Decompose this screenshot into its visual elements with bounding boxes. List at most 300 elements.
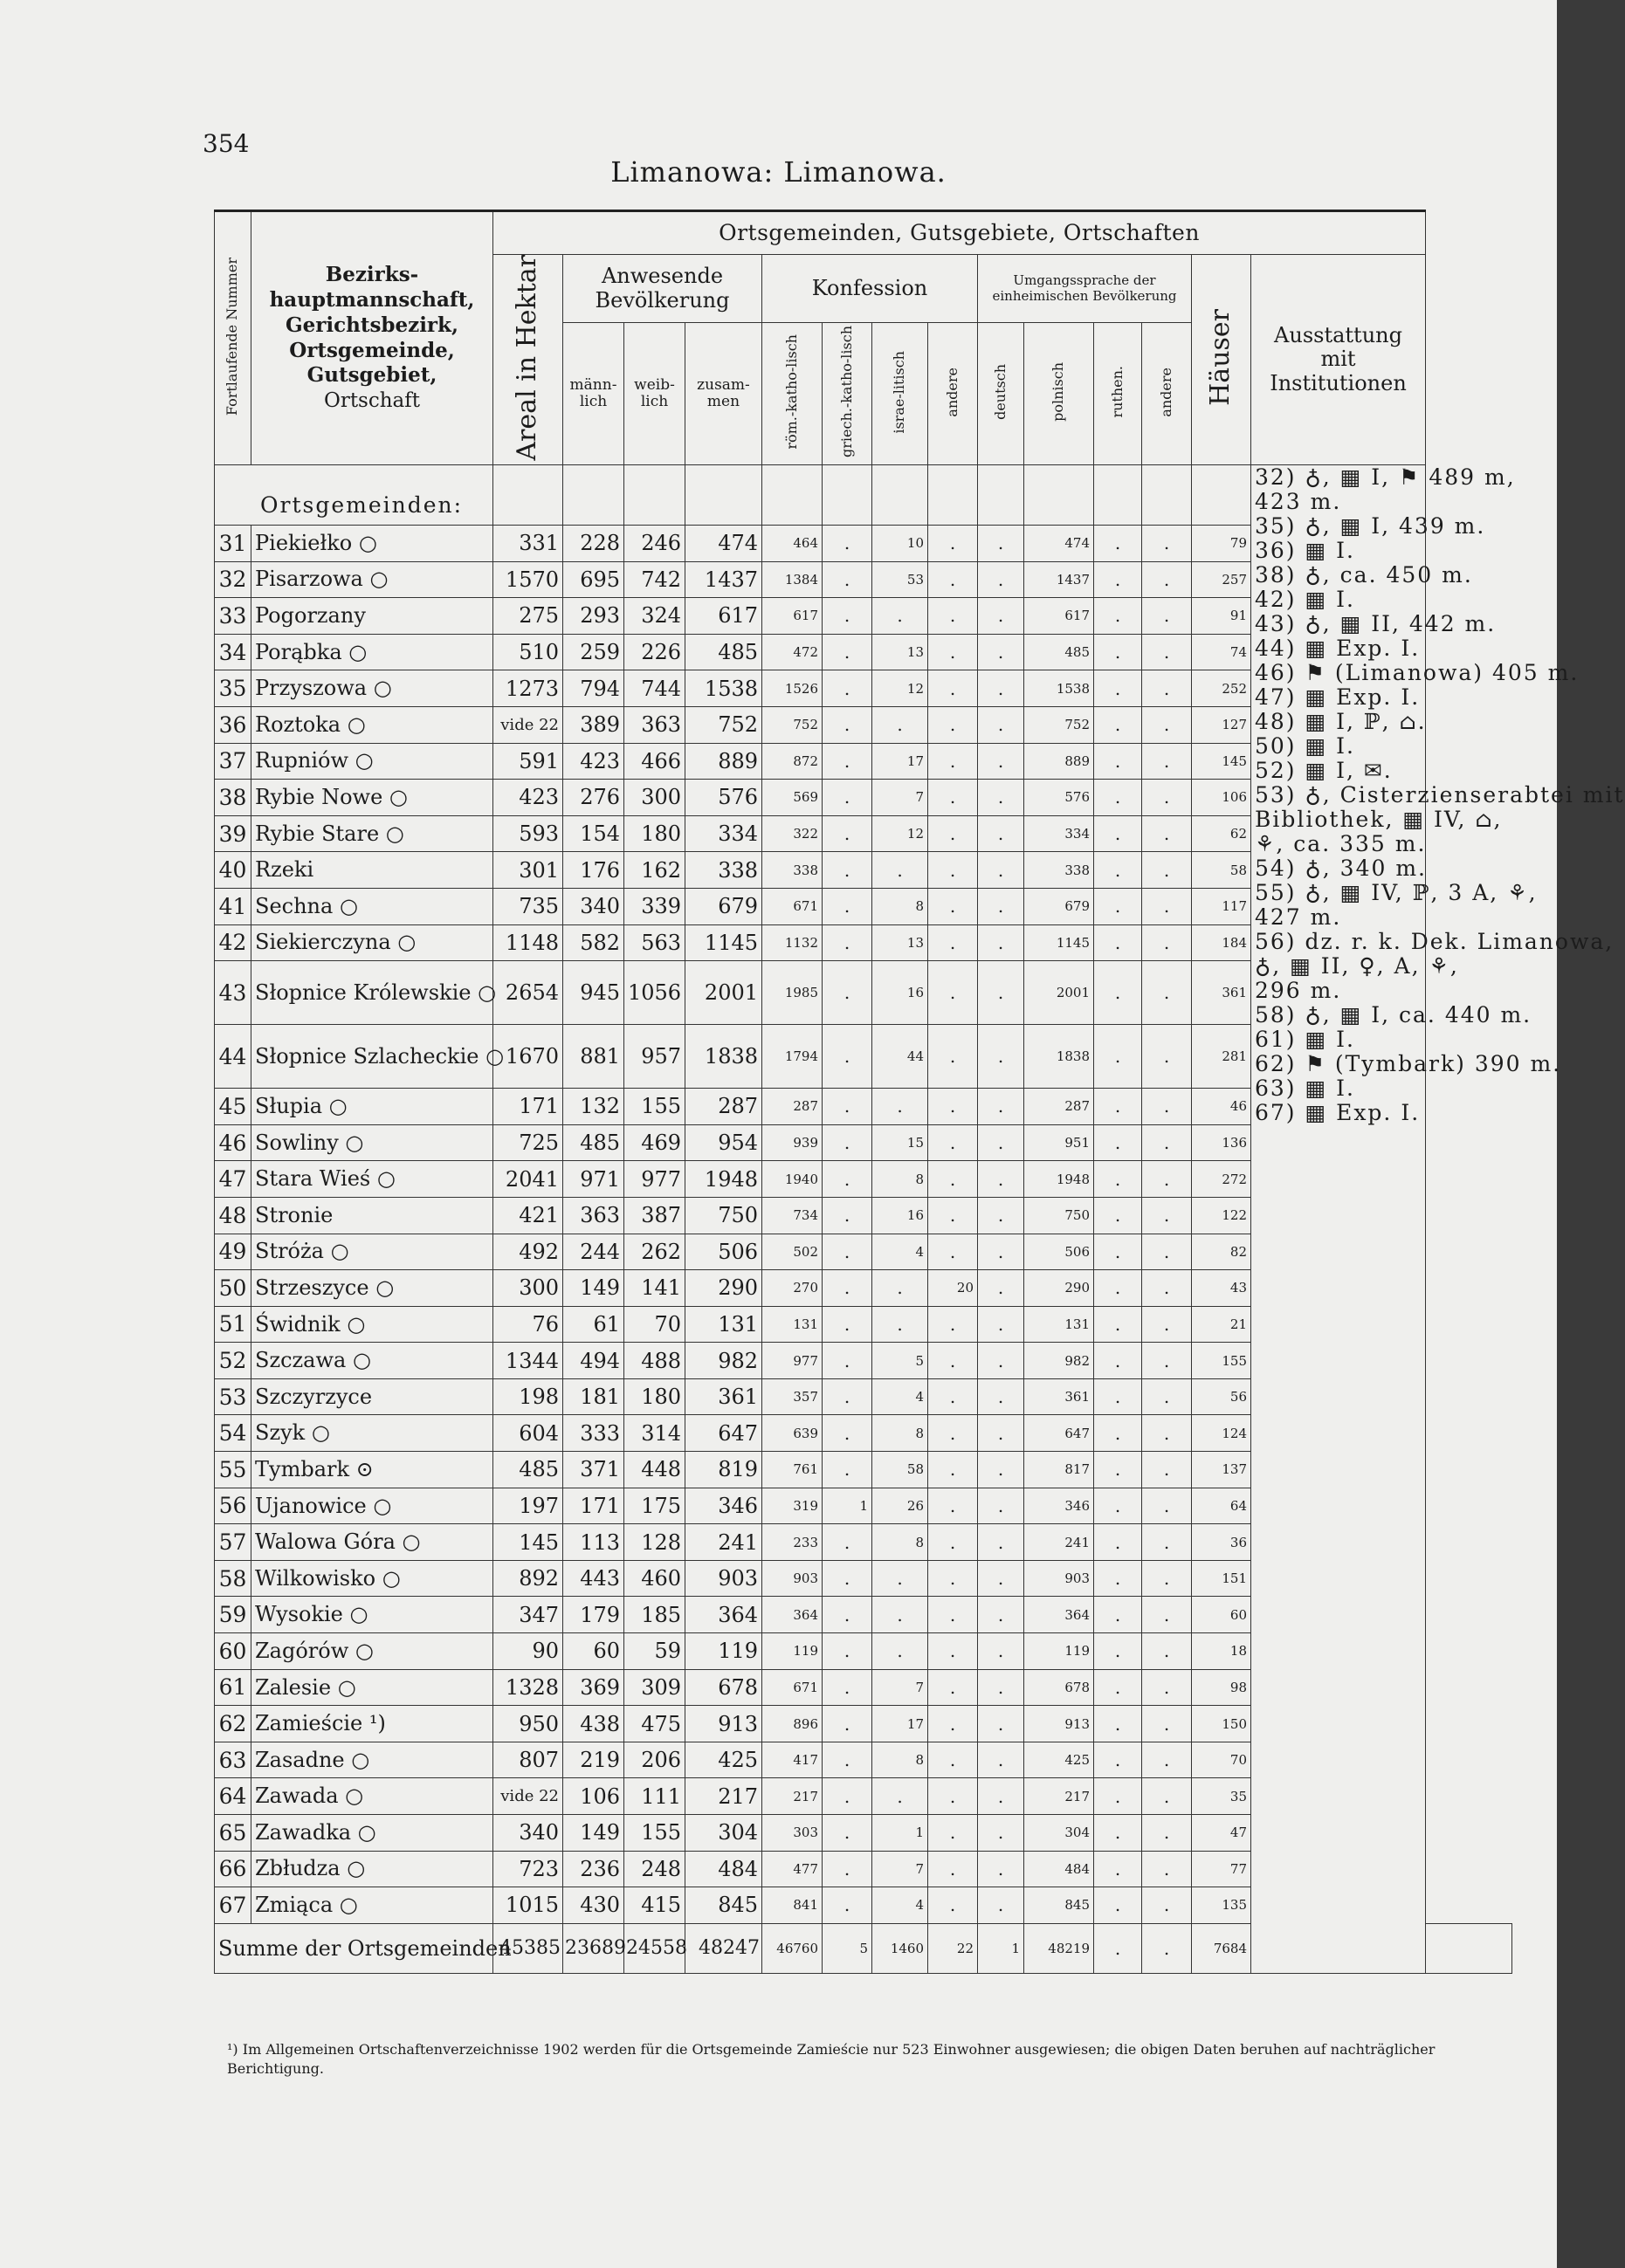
cell-rom: 734 — [762, 1197, 823, 1234]
cell-w: 415 — [624, 1887, 685, 1924]
cell-m: 276 — [563, 780, 624, 816]
cell-m: 794 — [563, 670, 624, 707]
cell-w: 111 — [624, 1778, 685, 1815]
cell-gr: 1 — [823, 1488, 872, 1524]
cell-gr: . — [823, 1415, 872, 1452]
cell-and: . — [928, 1851, 978, 1887]
cell-areal: 2041 — [493, 1161, 563, 1198]
cell-areal: 604 — [493, 1415, 563, 1452]
cell-isr: . — [872, 1633, 928, 1670]
cell-an: . — [1142, 1306, 1192, 1343]
cell-de: . — [978, 1633, 1024, 1670]
cell-an: . — [1142, 1815, 1192, 1852]
cell-and: . — [928, 1378, 978, 1415]
cell-z: 576 — [685, 780, 762, 816]
cell-pl: 338 — [1024, 852, 1094, 889]
cell-and: . — [928, 1452, 978, 1488]
institution-entry: 42) ▦ I. — [1255, 587, 1355, 612]
cell-an: . — [1142, 1161, 1192, 1198]
cell-ru: . — [1094, 1452, 1142, 1488]
cell-z: 474 — [685, 526, 762, 562]
cell-areal: 1344 — [493, 1343, 563, 1379]
row-number: 34 — [215, 634, 251, 670]
place-name: Rupniów ○ — [251, 743, 493, 780]
header-andere-sprache: andere — [1142, 323, 1192, 465]
cell-and: . — [928, 1742, 978, 1778]
cell-ru: . — [1094, 852, 1142, 889]
header-haeuser: Häuser — [1192, 255, 1251, 465]
cell-h: 257 — [1192, 561, 1251, 598]
cell-areal: 421 — [493, 1197, 563, 1234]
cell-and: . — [928, 743, 978, 780]
cell-w: 309 — [624, 1669, 685, 1706]
place-name: Stróża ○ — [251, 1234, 493, 1270]
cell-rom: 477 — [762, 1851, 823, 1887]
cell-an: . — [1142, 1452, 1192, 1488]
cell-isr: . — [872, 1306, 928, 1343]
cell-ru: . — [1094, 670, 1142, 707]
cell-ru: . — [1094, 1161, 1142, 1198]
row-number: 42 — [215, 924, 251, 961]
cell-and: . — [928, 1124, 978, 1161]
cell-isr: . — [872, 706, 928, 743]
cell-and: . — [928, 1234, 978, 1270]
cell-z: 913 — [685, 1706, 762, 1742]
cell-areal: 1328 — [493, 1669, 563, 1706]
cell-pl: 889 — [1024, 743, 1094, 780]
institution-entry: 44) ▦ Exp. I. — [1255, 636, 1421, 661]
cell-isr: 16 — [872, 961, 928, 1025]
cell-m: 113 — [563, 1524, 624, 1561]
cell-h: 62 — [1192, 815, 1251, 852]
cell-gr: . — [823, 1524, 872, 1561]
place-name: Słupia ○ — [251, 1089, 493, 1125]
sum-pl: 48219 — [1024, 1923, 1094, 1973]
cell-isr: 7 — [872, 1669, 928, 1706]
sum-ru: . — [1094, 1923, 1142, 1973]
cell-m: 179 — [563, 1597, 624, 1633]
running-head: Limanowa: Limanowa. — [610, 155, 947, 189]
cell-isr: 8 — [872, 1524, 928, 1561]
cell-ru: . — [1094, 1197, 1142, 1234]
cell-and: 20 — [928, 1270, 978, 1307]
cell-m: 154 — [563, 815, 624, 852]
cell-isr: 44 — [872, 1025, 928, 1089]
cell-de: . — [978, 1488, 1024, 1524]
cell-m: 171 — [563, 1488, 624, 1524]
cell-h: 137 — [1192, 1452, 1251, 1488]
cell-de: . — [978, 526, 1024, 562]
row-number: 48 — [215, 1197, 251, 1234]
institution-entry: 53) ♁, Cisterzienserabtei mit — [1255, 782, 1625, 808]
cell-areal: 197 — [493, 1488, 563, 1524]
cell-m: 293 — [563, 598, 624, 635]
cell-w: 155 — [624, 1815, 685, 1852]
cell-w: 128 — [624, 1524, 685, 1561]
cell-h: 145 — [1192, 743, 1251, 780]
row-number: 50 — [215, 1270, 251, 1307]
cell-w: 185 — [624, 1597, 685, 1633]
cell-and: . — [928, 888, 978, 924]
cell-w: 248 — [624, 1851, 685, 1887]
cell-areal: 725 — [493, 1124, 563, 1161]
cell-rom: 270 — [762, 1270, 823, 1307]
cell-w: 246 — [624, 526, 685, 562]
cell-an: . — [1142, 1706, 1192, 1742]
cell-m: 228 — [563, 526, 624, 562]
cell-de: . — [978, 670, 1024, 707]
statistics-table — [214, 210, 1625, 1974]
cell-gr: . — [823, 1560, 872, 1597]
institutions-column — [1251, 464, 1625, 1974]
row-number: 47 — [215, 1161, 251, 1198]
cell-isr: 17 — [872, 743, 928, 780]
place-name: Rybie Nowe ○ — [251, 780, 493, 816]
cell-an: . — [1142, 1197, 1192, 1234]
place-name: Roztoka ○ — [251, 706, 493, 743]
cell-m: 485 — [563, 1124, 624, 1161]
cell-pl: 474 — [1024, 526, 1094, 562]
cell-z: 617 — [685, 598, 762, 635]
cell-ru: . — [1094, 1742, 1142, 1778]
cell-w: 206 — [624, 1742, 685, 1778]
cell-pl: 903 — [1024, 1560, 1094, 1597]
cell-ru: . — [1094, 780, 1142, 816]
cell-z: 1437 — [685, 561, 762, 598]
header-areal: Areal in Hektar — [493, 255, 563, 465]
cell-pl: 346 — [1024, 1488, 1094, 1524]
cell-m: 363 — [563, 1197, 624, 1234]
row-number: 55 — [215, 1452, 251, 1488]
cell-z: 338 — [685, 852, 762, 889]
cell-gr: . — [823, 1343, 872, 1379]
sum-m: 23689 — [563, 1923, 624, 1973]
cell-pl: 287 — [1024, 1089, 1094, 1125]
cell-gr: . — [823, 1815, 872, 1852]
place-name: Zalesie ○ — [251, 1669, 493, 1706]
institution-entry: 423 m. — [1255, 489, 1342, 514]
cell-z: 1948 — [685, 1161, 762, 1198]
footnote: ¹) Im Allgemeinen Ortschaftenverzeichnisse 1902 werden für die Ortsgemeinde Zamieście nur 523 Einwohner ausgewiesen; die obigen Daten beruhen auf nachträglicher Berichtigung. — [227, 2041, 1436, 2077]
cell-ru: . — [1094, 1706, 1142, 1742]
cell-ru: . — [1094, 1560, 1142, 1597]
cell-de: . — [978, 1234, 1024, 1270]
cell-gr: . — [823, 598, 872, 635]
cell-ru: . — [1094, 1851, 1142, 1887]
cell-de: . — [978, 1742, 1024, 1778]
cell-ru: . — [1094, 706, 1142, 743]
cell-h: 122 — [1192, 1197, 1251, 1234]
cell-de: . — [978, 1378, 1024, 1415]
row-number: 37 — [215, 743, 251, 780]
cell-areal: 90 — [493, 1633, 563, 1670]
cell-ru: . — [1094, 1025, 1142, 1089]
cell-h: 136 — [1192, 1124, 1251, 1161]
cell-m: 582 — [563, 924, 624, 961]
cell-and: . — [928, 1815, 978, 1852]
cell-z: 290 — [685, 1270, 762, 1307]
cell-ru: . — [1094, 1488, 1142, 1524]
cell-w: 977 — [624, 1161, 685, 1198]
cell-isr: 13 — [872, 634, 928, 670]
cell-and: . — [928, 1415, 978, 1452]
cell-rom: 896 — [762, 1706, 823, 1742]
cell-rom: 217 — [762, 1778, 823, 1815]
cell-ru: . — [1094, 1633, 1142, 1670]
cell-rom: 872 — [762, 743, 823, 780]
cell-h: 77 — [1192, 1851, 1251, 1887]
cell-gr: . — [823, 561, 872, 598]
cell-an: . — [1142, 1560, 1192, 1597]
cell-ru: . — [1094, 1778, 1142, 1815]
header-group-title: Ortsgemeinden, Gutsgebiete, Ortschaften — [493, 211, 1426, 255]
cell-z: 845 — [685, 1887, 762, 1924]
cell-rom: 287 — [762, 1089, 823, 1125]
cell-ru: . — [1094, 526, 1142, 562]
cell-pl: 425 — [1024, 1742, 1094, 1778]
cell-gr: . — [823, 1742, 872, 1778]
cell-areal: 340 — [493, 1815, 563, 1852]
cell-z: 678 — [685, 1669, 762, 1706]
row-number: 39 — [215, 815, 251, 852]
place-name: Stronie — [251, 1197, 493, 1234]
row-number: 63 — [215, 1742, 251, 1778]
place-name: Piekiełko ○ — [251, 526, 493, 562]
cell-rom: 671 — [762, 1669, 823, 1706]
cell-z: 752 — [685, 706, 762, 743]
cell-de: . — [978, 815, 1024, 852]
cell-m: 443 — [563, 1560, 624, 1597]
cell-h: 82 — [1192, 1234, 1251, 1270]
cell-isr: 26 — [872, 1488, 928, 1524]
cell-gr: . — [823, 1778, 872, 1815]
cell-an: . — [1142, 1742, 1192, 1778]
row-number: 45 — [215, 1089, 251, 1125]
cell-rom: 502 — [762, 1234, 823, 1270]
place-name: Zmiąca ○ — [251, 1887, 493, 1924]
cell-areal: 492 — [493, 1234, 563, 1270]
cell-h: 47 — [1192, 1815, 1251, 1852]
cell-an: . — [1142, 852, 1192, 889]
cell-w: 475 — [624, 1706, 685, 1742]
cell-z: 954 — [685, 1124, 762, 1161]
cell-pl: 647 — [1024, 1415, 1094, 1452]
cell-h: 64 — [1192, 1488, 1251, 1524]
cell-isr: 13 — [872, 924, 928, 961]
cell-pl: 817 — [1024, 1452, 1094, 1488]
cell-isr: 17 — [872, 1706, 928, 1742]
place-name: Wysokie ○ — [251, 1597, 493, 1633]
cell-an: . — [1142, 598, 1192, 635]
cell-m: 430 — [563, 1887, 624, 1924]
cell-and: . — [928, 561, 978, 598]
cell-isr: 53 — [872, 561, 928, 598]
cell-ru: . — [1094, 1306, 1142, 1343]
cell-w: 363 — [624, 706, 685, 743]
row-number: 66 — [215, 1851, 251, 1887]
cell-rom: 131 — [762, 1306, 823, 1343]
cell-de: . — [978, 1669, 1024, 1706]
cell-z: 241 — [685, 1524, 762, 1561]
cell-isr: 7 — [872, 1851, 928, 1887]
sum-isr: 1460 — [872, 1923, 928, 1973]
cell-pl: 241 — [1024, 1524, 1094, 1561]
cell-and: . — [928, 780, 978, 816]
cell-w: 324 — [624, 598, 685, 635]
institution-entry: 56) dz. r. k. Dek. Limanowa, — [1255, 929, 1615, 954]
cell-de: . — [978, 1778, 1024, 1815]
cell-de: . — [978, 1597, 1024, 1633]
cell-pl: 131 — [1024, 1306, 1094, 1343]
cell-an: . — [1142, 1597, 1192, 1633]
cell-m: 149 — [563, 1815, 624, 1852]
cell-rom: 939 — [762, 1124, 823, 1161]
cell-areal: 198 — [493, 1378, 563, 1415]
cell-rom: 1940 — [762, 1161, 823, 1198]
row-number: 52 — [215, 1343, 251, 1379]
header-maennlich: männ-lich — [563, 323, 624, 465]
cell-and: . — [928, 924, 978, 961]
cell-ru: . — [1094, 924, 1142, 961]
row-number: 49 — [215, 1234, 251, 1270]
place-name: Zbłudza ○ — [251, 1851, 493, 1887]
cell-an: . — [1142, 1524, 1192, 1561]
cell-an: . — [1142, 1778, 1192, 1815]
cell-gr: . — [823, 670, 872, 707]
cell-m: 371 — [563, 1452, 624, 1488]
cell-areal: 301 — [493, 852, 563, 889]
cell-rom: 752 — [762, 706, 823, 743]
cell-z: 647 — [685, 1415, 762, 1452]
cell-areal: 300 — [493, 1270, 563, 1307]
cell-pl: 119 — [1024, 1633, 1094, 1670]
row-number: 32 — [215, 561, 251, 598]
cell-h: 281 — [1192, 1025, 1251, 1089]
cell-ru: . — [1094, 1524, 1142, 1561]
cell-gr: . — [823, 1452, 872, 1488]
place-name: Siekierczyna ○ — [251, 924, 493, 961]
institution-entry: 38) ♁, ca. 450 m. — [1255, 562, 1473, 588]
cell-an: . — [1142, 1633, 1192, 1670]
cell-isr: 10 — [872, 526, 928, 562]
cell-ru: . — [1094, 1378, 1142, 1415]
cell-ru: . — [1094, 598, 1142, 635]
cell-pl: 845 — [1024, 1887, 1094, 1924]
row-number: 59 — [215, 1597, 251, 1633]
cell-rom: 1384 — [762, 561, 823, 598]
cell-gr: . — [823, 1669, 872, 1706]
cell-ru: . — [1094, 961, 1142, 1025]
row-number: 41 — [215, 888, 251, 924]
place-name: Świdnik ○ — [251, 1306, 493, 1343]
cell-pl: 361 — [1024, 1378, 1094, 1415]
sum-w: 24558 — [624, 1923, 685, 1973]
cell-gr: . — [823, 888, 872, 924]
cell-ru: . — [1094, 743, 1142, 780]
institution-entry: 296 m. — [1255, 978, 1342, 1003]
institution-entry: 61) ▦ I. — [1255, 1027, 1355, 1052]
cell-h: 91 — [1192, 598, 1251, 635]
cell-pl: 913 — [1024, 1706, 1094, 1742]
cell-rom: 617 — [762, 598, 823, 635]
header-zusammen: zusam-men — [685, 323, 762, 465]
section-label: Ortsgemeinden: — [215, 465, 493, 526]
place-name: Zamieście ¹) — [251, 1706, 493, 1742]
cell-and: . — [928, 1197, 978, 1234]
place-name: Tymbark ⊙ — [251, 1452, 493, 1488]
cell-rom: 977 — [762, 1343, 823, 1379]
cell-isr: 8 — [872, 888, 928, 924]
cell-ru: . — [1094, 1234, 1142, 1270]
sum-z: 48247 — [685, 1923, 762, 1973]
row-number: 35 — [215, 670, 251, 707]
cell-ru: . — [1094, 888, 1142, 924]
cell-areal: 1570 — [493, 561, 563, 598]
cell-de: . — [978, 706, 1024, 743]
cell-pl: 484 — [1024, 1851, 1094, 1887]
cell-rom: 1132 — [762, 924, 823, 961]
cell-gr: . — [823, 1089, 872, 1125]
cell-rom: 639 — [762, 1415, 823, 1452]
cell-an: . — [1142, 1669, 1192, 1706]
cell-w: 314 — [624, 1415, 685, 1452]
cell-pl: 678 — [1024, 1669, 1094, 1706]
cell-areal: 331 — [493, 526, 563, 562]
cell-pl: 1838 — [1024, 1025, 1094, 1089]
institution-entry: 54) ♁, 340 m. — [1255, 856, 1427, 881]
row-number: 61 — [215, 1669, 251, 1706]
cell-z: 982 — [685, 1343, 762, 1379]
cell-rom: 761 — [762, 1452, 823, 1488]
institution-entry: 47) ▦ Exp. I. — [1255, 684, 1421, 710]
header-deutsch: deutsch — [978, 323, 1024, 465]
header-andere-konfession: andere — [928, 323, 978, 465]
cell-w: 957 — [624, 1025, 685, 1089]
sum-institutions-empty — [1426, 1923, 1512, 1973]
cell-an: . — [1142, 961, 1192, 1025]
cell-rom: 119 — [762, 1633, 823, 1670]
cell-de: . — [978, 1560, 1024, 1597]
cell-de: . — [978, 1343, 1024, 1379]
cell-areal: 275 — [493, 598, 563, 635]
cell-and: . — [928, 1161, 978, 1198]
cell-rom: 472 — [762, 634, 823, 670]
cell-an: . — [1142, 1378, 1192, 1415]
cell-an: . — [1142, 1089, 1192, 1125]
institution-entry: 63) ▦ I. — [1255, 1076, 1355, 1101]
cell-de: . — [978, 1815, 1024, 1852]
cell-h: 21 — [1192, 1306, 1251, 1343]
cell-and: . — [928, 1488, 978, 1524]
cell-h: 43 — [1192, 1270, 1251, 1307]
cell-isr: 7 — [872, 780, 928, 816]
cell-de: . — [978, 924, 1024, 961]
cell-de: . — [978, 1124, 1024, 1161]
cell-m: 369 — [563, 1669, 624, 1706]
cell-z: 819 — [685, 1452, 762, 1488]
cell-pl: 217 — [1024, 1778, 1094, 1815]
cell-gr: . — [823, 1197, 872, 1234]
cell-z: 1838 — [685, 1025, 762, 1089]
cell-w: 563 — [624, 924, 685, 961]
cell-h: 56 — [1192, 1378, 1251, 1415]
cell-gr: . — [823, 743, 872, 780]
cell-areal: 807 — [493, 1742, 563, 1778]
cell-ru: . — [1094, 1124, 1142, 1161]
cell-and: . — [928, 1633, 978, 1670]
cell-gr: . — [823, 961, 872, 1025]
cell-h: 124 — [1192, 1415, 1251, 1452]
